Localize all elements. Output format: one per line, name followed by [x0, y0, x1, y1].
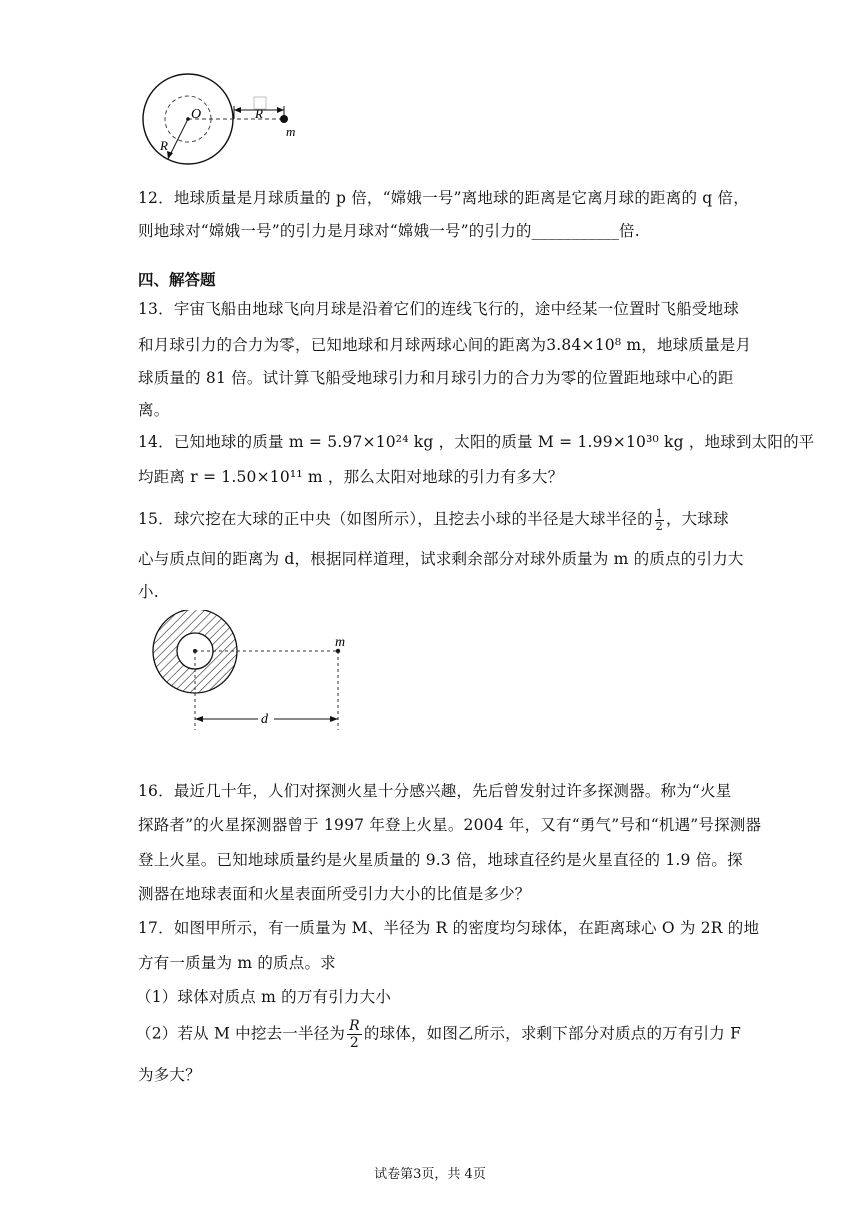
distance-arrow-right [330, 716, 338, 722]
q13-line-3: 球质量的 81 倍。试计算飞船受地球引力和月球引力的合力为零的位置距地球中心的距 [138, 369, 734, 387]
dimension-arrow-right [277, 107, 284, 113]
distance-arrow-left [195, 716, 203, 722]
label-distance: d [261, 712, 268, 727]
page-footer: 试卷第3页，共 4页 [374, 1167, 486, 1182]
q16-line-4: 测器在地球表面和火星表面所受引力大小的比值是多少？ [138, 885, 531, 903]
q15-line-3: 小. [138, 583, 159, 601]
q17-fraction-denominator: 2 [349, 1035, 360, 1051]
q17-fraction [347, 1018, 362, 1051]
q13-line-1: 13．宇宙飞船由地球飞向月球是沿着它们的连线飞行的，途中经某一位置时飞船受地球 [138, 300, 740, 318]
q17-sub-2 [136, 1018, 741, 1051]
q15-fraction-denominator: 2 [655, 519, 663, 533]
q17-fraction-numerator: R [349, 1018, 360, 1034]
label-mass: m [286, 124, 296, 139]
q15-text-before-fraction: 15．球穴挖在大球的正中央（如图所示），且挖去小球的半径是大球半径的 [138, 510, 653, 528]
q17-line-2: 方有一质量为 m 的质点。求 [138, 954, 336, 972]
q16-line-3: 登上火星。已知地球质量约是火星质量的 9.3 倍，地球直径约是火星直径的 1.9 倍。探 [138, 851, 743, 869]
section-heading: 四、解答题 [138, 270, 216, 289]
q15-text-after-fraction: ，大球球 [665, 510, 729, 528]
q17-sub-1: （1）球体对质点 m 的万有引力大小 [136, 988, 392, 1006]
label-radius-outer: R [160, 138, 168, 153]
q15-fraction-numerator: 1 [655, 506, 663, 520]
center-dot [186, 117, 190, 121]
q16-line-2: 探路者”的火星探测器曾于 1997 年登上火星。2004 年，又有“勇气”号和“机遇”号探测器 [138, 816, 762, 834]
q17-line-1: 17．如图甲所示，有一质量为 M、半径为 R 的密度均匀球体，在距离球心 O 为 2R 的地 [138, 919, 760, 937]
q15-line-1 [138, 507, 729, 533]
q17-line-last: 为多大？ [138, 1066, 201, 1084]
figure-hollow-sphere [145, 610, 365, 738]
q12-line-1: 12．地球质量是月球质量的 p 倍，“嫦娥一号”离地球的距离是它离月球的距离的 q 倍， [138, 189, 749, 207]
q16-line-1: 16．最近几十年，人们对探测火星十分感兴趣，先后曾发射过许多探测器。称为“火星 [138, 782, 732, 800]
label-radius-inner: R [255, 106, 263, 121]
q14-line-2: 均距离 r = 1.50×10¹¹ m ，那么太阳对地球的引力有多大？ [138, 468, 564, 486]
q13-line-2: 和月球引力的合力为零，已知地球和月球两球心间的距离为3.84×10⁸ m，地球质量是月 [138, 336, 752, 354]
q15-line-2: 心与质点间的距离为 d，根据同样道理，试求剩余部分对球外质量为 m 的质点的引力大 [138, 550, 744, 568]
dimension-arrow-left [234, 107, 241, 113]
q12-line-2: 则地球对“嫦娥一号”的引力是月球对“嫦娥一号”的引力的___________倍. [138, 222, 640, 240]
q14-line-1: 14．已知地球的质量 m = 5.97×10²⁴ kg ，太阳的质量 M = 1.99×10³⁰ kg ，地球到太阳的平 [138, 433, 815, 451]
q17-text-before-fraction: （2）若从 M 中挖去一半径为 [136, 1024, 346, 1043]
label-mass: m [335, 635, 346, 650]
figure-sphere-cavity [140, 72, 310, 166]
label-center: O [191, 107, 202, 122]
q15-fraction [655, 508, 664, 533]
q13-line-4: 离。 [138, 401, 170, 419]
q17-text-after-fraction: 的球体，如图乙所示，求剩下部分对质点的万有引力 F [363, 1024, 742, 1043]
